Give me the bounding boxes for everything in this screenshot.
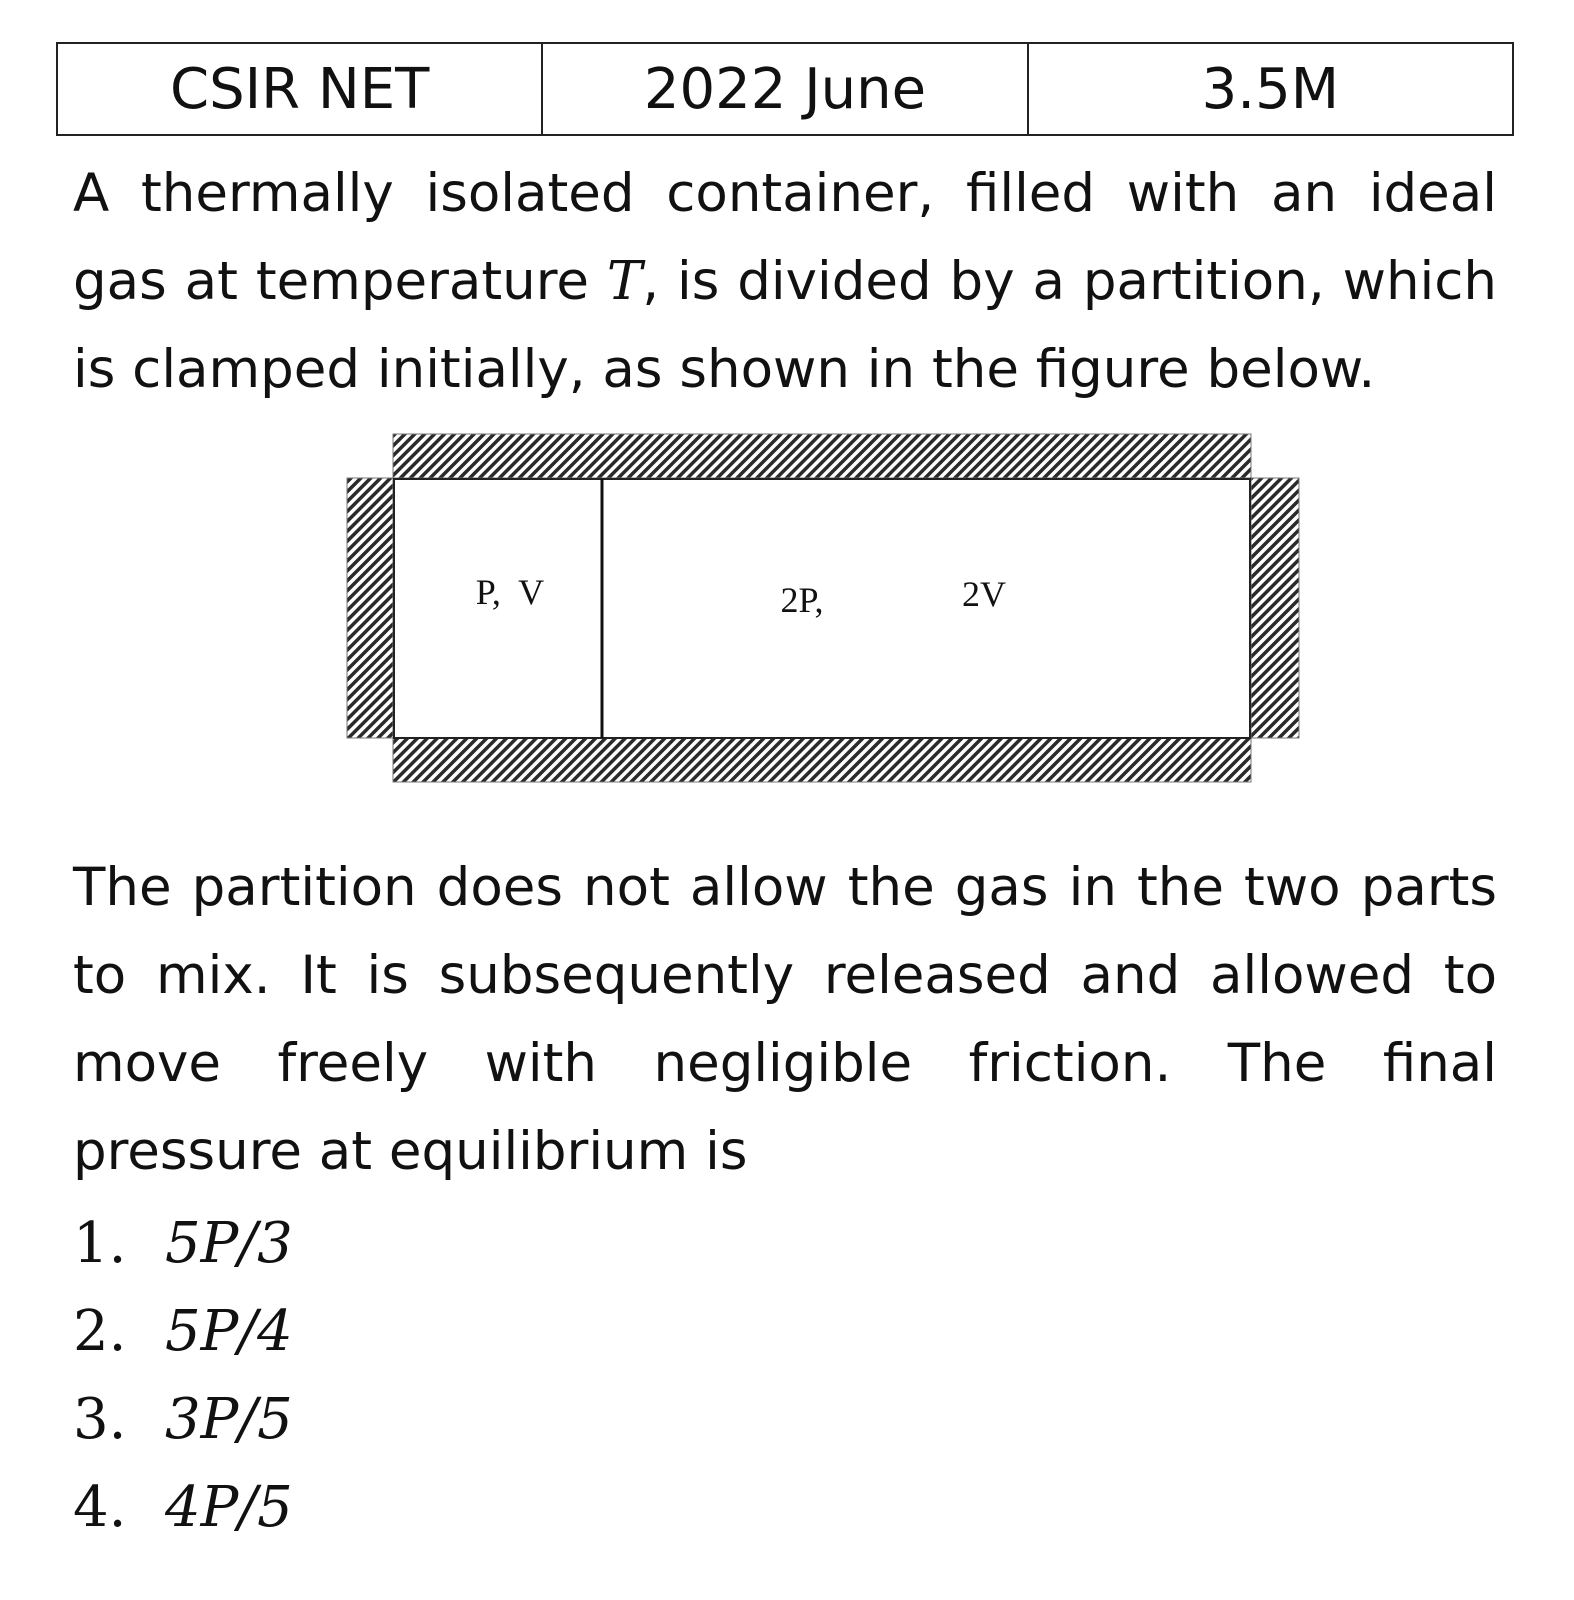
right-wall-insulation [1251,478,1299,738]
bottom-wall-insulation [393,738,1251,782]
exam-name-cell: CSIR NET [57,43,542,135]
top-wall-insulation [393,434,1251,478]
question-text-part-b: , is divided by a partition, which is clamped initially, as shown in the figure below. [73,251,1497,400]
option-4-number: 4. [73,1475,127,1540]
option-1-value: 5P/3 [165,1211,293,1276]
temperature-variable: T [606,251,643,312]
option-2[interactable] [73,1288,293,1376]
option-1[interactable] [73,1200,293,1288]
option-4-value: 4P/5 [165,1475,293,1540]
option-3[interactable] [73,1376,293,1464]
right-chamber-volume-label: 2V [962,574,1006,614]
option-2-number: 2. [73,1299,127,1364]
container-figure [345,432,1305,787]
question-header-table [56,42,1514,136]
question-text-part-a: A thermally isolated container, filled with an ideal gas at temperature [73,163,1497,312]
question-text-intro [73,150,1497,414]
option-1-number: 1. [73,1211,127,1276]
right-chamber-pressure-label: 2P, [780,580,824,620]
answer-options [73,1200,293,1552]
left-wall-insulation [347,478,393,738]
option-3-number: 3. [73,1387,127,1452]
option-3-value: 3P/5 [165,1387,293,1452]
question-text-body: The partition does not allow the gas in the two parts to mix. It is subsequently released and allowed to move freely with negligible friction. The final pressure at equilibrium is [73,857,1497,1182]
header-row [57,43,1513,135]
marks-cell: 3.5M [1028,43,1513,135]
option-4[interactable] [73,1464,293,1552]
left-chamber-label: P, V [475,572,545,612]
option-2-value: 5P/4 [165,1299,293,1364]
exam-session-cell: 2022 June [542,43,1027,135]
